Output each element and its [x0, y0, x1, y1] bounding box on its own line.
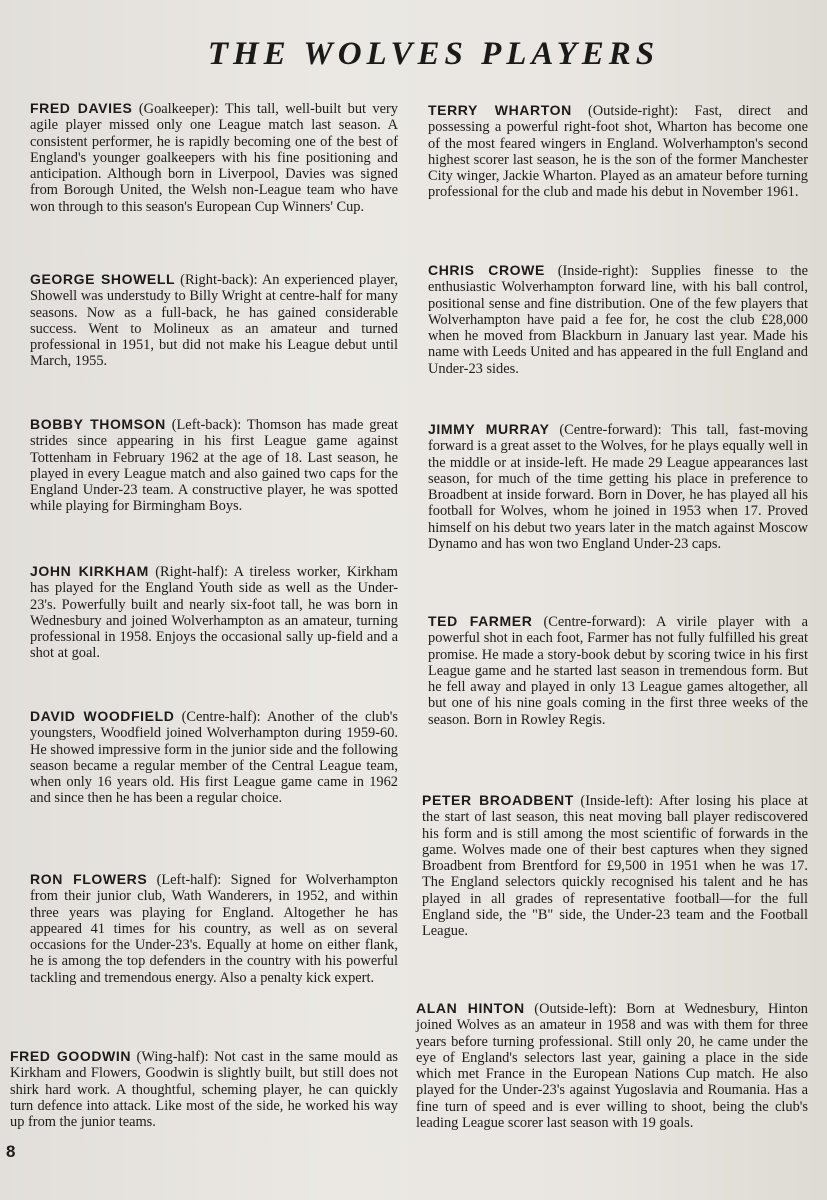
player-name: CHRIS CROWE [428, 262, 545, 278]
player-bio: A virile player with a powerful shot in each foot, Farmer has not fully fulfilled his great promise. He made a story-book debut by scoring twice in his first League game and he started last season in tremendous form. But he fell away and played in only 13 League games altogether, all but one of his nine goals coming in the first three weeks of the season. Born in Rowley Regis. [428, 614, 808, 728]
player-position: (Inside-right): [544, 263, 652, 279]
player-name: FRED DAVIES [30, 100, 133, 116]
player-entry-hinton [416, 1000, 808, 1131]
player-name: TED FARMER [428, 613, 533, 629]
player-bio: Thomson has made great strides since appearing in his first League game against Tottenham in February 1962 at the age of 18. Last season, he played in every League match and also gained two caps for the England Under-23 team. A constructive player, he was spotted while playing for Birmingham Boys. [30, 417, 398, 515]
player-entry-farmer [428, 613, 808, 728]
player-name: PETER BROADBENT [422, 792, 574, 808]
player-position: (Inside-left): [573, 793, 659, 809]
player-entry-kirkham [30, 563, 398, 662]
player-name: RON FLOWERS [30, 871, 148, 887]
player-entry-murray [428, 421, 808, 552]
player-bio: Fast, direct and possessing a powerful right-foot shot, Wharton has become one of the most feared wingers in England. Wolverhampton's second highest scorer last season, he is the son of the former Manchester City winger, Jackie Wharton. Played as an amateur before turning professional for the club and made his debut in November 1961. [428, 103, 808, 201]
player-bio: Another of the club's youngsters, Woodfield joined Wolverhampton during 1959-60. He showed impressive form in the junior side and the following season became a regular member of the Central League team, when only 16 years old. His first League game came in 1962 and since then he has been a regular choice. [30, 709, 398, 807]
player-entry-broadbent [422, 792, 808, 940]
player-name: GEORGE SHOWELL [30, 271, 176, 287]
player-bio: Not cast in the same mould as Kirkham and Flowers, Goodwin is slightly built, but still does not shirk hard work. A thoughtful, scheming player, he can quickly turn defence into attack. Like most of the side, he worked his way up from the junior teams. [10, 1049, 398, 1131]
player-bio: Born at Wednesbury, Hinton joined Wolves as an amateur in 1958 and was with them for three years before turning professional. Still only 20, he came under the eye of England's selectors last year, gaining a place in the side which met France in the European Nations Cup match. He also played for the Under-23's against Yugoslavia and Roumania. Has a fine turn of speed and is ever willing to shoot, being the club's leading League scorer last season with 19 goals. [416, 1001, 808, 1132]
player-entry-goodwin [10, 1048, 398, 1130]
player-entry-showell [30, 271, 398, 370]
player-position: (Left-back): [165, 417, 247, 433]
player-name: JIMMY MURRAY [428, 421, 550, 437]
player-entry-davies [30, 100, 398, 215]
player-position: (Centre-forward): [549, 422, 672, 438]
player-position: (Left-half): [147, 872, 231, 888]
player-name: ALAN HINTON [416, 1000, 525, 1016]
player-entry-crowe [428, 262, 808, 377]
player-position: (Wing-half): [131, 1049, 215, 1065]
player-bio: Supplies finesse to the enthusiastic Wolverhampton forward line, with his ball control, positional sense and fine distribution. One of the few players that Wolverhampton have paid a fee for, he cost the club £28,000 when he moved from Blackburn in January last year. Made his name with Leeds United and has appeared in the full England and Under-23 sides. [428, 263, 808, 377]
player-entry-flowers [30, 871, 398, 986]
player-position: (Outside-left): [524, 1001, 627, 1017]
player-entry-thomson [30, 416, 398, 515]
player-bio: This tall, fast-moving forward is a great asset to the Wolves, for he plays equally well in the middle or at inside-left. He made 29 League appearances last season, for much of the time getting his place in preference to Broadbent at inside forward. Born in Dover, he has played all his football for Wolves, whom he joined in 1953 when 17. Proved himself on his debut two years later in the match against Moscow Dynamo and has won two England Under-23 caps. [428, 422, 808, 553]
player-bio: This tall, well-built but very agile player missed only one League match last season. A consistent performer, he is rapidly becoming one of the best of England's younger goalkeepers with his fine positioning and anticipation. Although born in Liverpool, Davies was signed from Borough United, the Welsh non-League team who have won through to this season's European Cup Winners' Cup. [30, 101, 398, 215]
player-entry-wharton [428, 102, 808, 201]
player-name: BOBBY THOMSON [30, 416, 166, 432]
player-position: (Right-half): [148, 564, 234, 580]
player-position: (Outside-right): [571, 103, 695, 119]
page-title: THE WOLVES PLAYERS [207, 36, 660, 72]
player-bio: An experienced player, Showell was understudy to Billy Wright at centre-half for many seasons. Now as a full-back, he has gained considerable success. Went to Molineux as an amateur and turned professional in 1951, but did not make his League debut until March, 1955. [30, 272, 398, 370]
player-name: DAVID WOODFIELD [30, 708, 175, 724]
player-position: (Centre-forward): [532, 614, 656, 630]
player-name: TERRY WHARTON [428, 102, 572, 118]
player-bio: Signed for Wolverhampton from their junior club, Wath Wanderers, in 1952, and within three years was playing for England. Altogether he has appeared 41 times for his country, as well as on several occasions for the Under-23's. Equally at home on either flank, he is among the top defenders in the country with his powerful tackling and tremendous energy. Also a penalty kick expert. [30, 872, 398, 986]
player-position: (Right-back): [175, 272, 262, 288]
player-position: (Centre-half): [174, 709, 267, 725]
player-bio: A tireless worker, Kirkham has played for the England Youth side as well as the Under-23's. Powerfully built and nearly six-foot tall, he was born in Wednesbury and joined Wolverhampton as an amateur, turning professional in 1958. Enjoys the occasional sally up-field and a shot at goal. [30, 564, 398, 662]
player-entry-woodfield [30, 708, 398, 807]
player-bio: After losing his place at the start of last season, this neat moving ball player rediscovered his form and is still among the most scientific of forwards in the game. Wolves made one of their best captures when they signed Broadbent from Brentford for £9,500 in 1951 when he was 17. The England selectors quickly recognised his talent and he has played in all grades of representative football—for the full England side, the "B" side, the Under-23 team and the Football League. [422, 793, 808, 940]
player-name: FRED GOODWIN [10, 1048, 132, 1064]
page-number: 8 [6, 1142, 16, 1161]
player-name: JOHN KIRKHAM [30, 563, 149, 579]
player-position: (Goalkeeper): [132, 101, 225, 117]
